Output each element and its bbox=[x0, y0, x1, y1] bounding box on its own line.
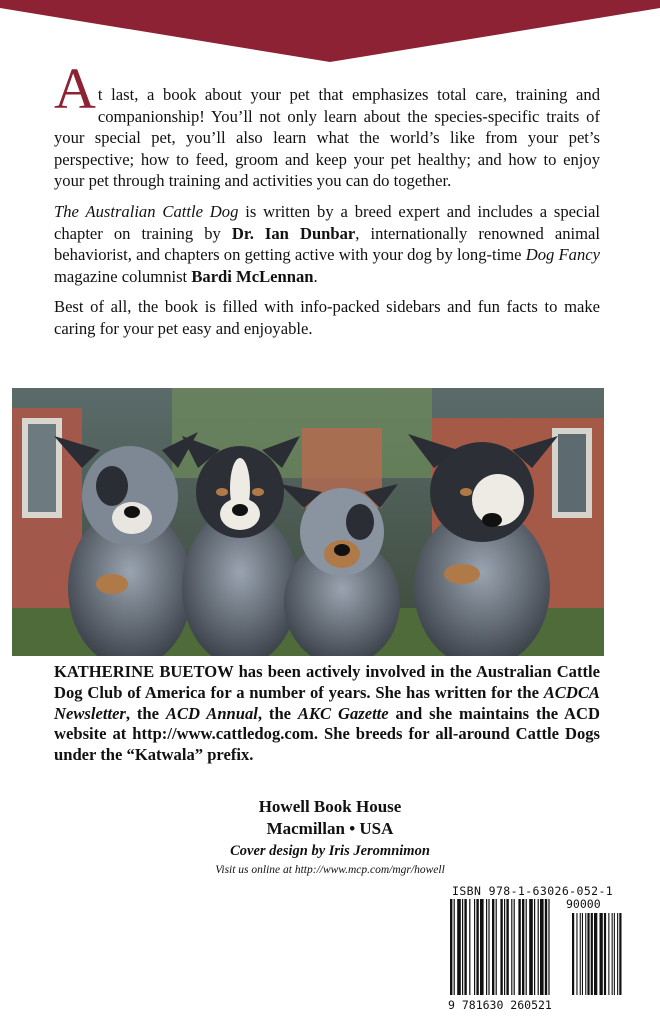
blurb-paragraph-1-text: t last, a book about your pet that emphasizes total care, training and companionship! You’ll not only learn about the species-specific traits of your special pet, you’ll also learn what the world’s like from your pet’s perspective; how to feed, groom and keep your pet healthy; and how to enjoy your pet through training and activities you can do together. bbox=[54, 85, 600, 191]
website-line: Visit us online at http://www.mcp.com/mgr/howell bbox=[215, 864, 445, 876]
barcode-bar bbox=[450, 899, 452, 995]
barcode-bar bbox=[474, 899, 475, 995]
barcode-area bbox=[446, 884, 624, 1014]
addon-bar bbox=[580, 913, 581, 995]
addon-bar bbox=[617, 913, 618, 995]
gazette-title: AKC Gazette bbox=[297, 703, 389, 723]
blurb-paragraph-3: Best of all, the book is filled with info-packed sidebars and fun facts to make caring for your pet easy and enjoyable. bbox=[54, 297, 600, 338]
drop-cap-letter: A bbox=[54, 56, 96, 121]
addon-bar bbox=[604, 913, 606, 995]
barcode-bar bbox=[504, 899, 505, 995]
addon-bar bbox=[572, 913, 574, 995]
barcode-bar bbox=[496, 899, 497, 995]
author-mclennan: Bardi McLennan bbox=[191, 266, 314, 286]
barcode-bar bbox=[511, 899, 512, 995]
barcode-bar bbox=[492, 899, 494, 995]
barcode-bar bbox=[540, 899, 544, 995]
blurb-paragraph-1 bbox=[54, 58, 600, 192]
publisher-imprint: Macmillan • USA bbox=[266, 819, 394, 838]
addon-bar bbox=[576, 913, 577, 995]
barcode-bar bbox=[526, 899, 527, 995]
barcode-bars bbox=[450, 899, 622, 997]
blurb-paragraph-2: The Australian Cattle Dog is written by a breed expert and includes a special chapter on training by Dr. Ian Dunbar, internationally renowned animal behaviorist, and chapters on getting active with your dog by long-time Dog Fancy magazine columnist Bardi McLennan. bbox=[54, 201, 600, 286]
barcode-bar bbox=[534, 899, 535, 995]
author-bio: KATHERINE BUETOW has been actively involved in the Australian Cattle Dog Club of America for a number of years. She has written for the ACDCA Newsletter, the ACD Annual, the AKC Gazette and she maintains the ACD website at http://www.cattledog.com. She breeds for all-around Cattle Dogs under the “Katwala” prefix. bbox=[54, 662, 600, 765]
isbn-label: ISBN 978-1-63026-052-1 bbox=[452, 884, 614, 898]
book-title: The Australian Cattle Dog bbox=[54, 201, 239, 221]
addon-bar bbox=[612, 913, 613, 995]
addon-bar bbox=[591, 913, 593, 995]
addon-bar bbox=[594, 913, 597, 995]
barcode-bar bbox=[486, 899, 487, 995]
barcode-bar bbox=[518, 899, 520, 995]
puppies-photo bbox=[12, 388, 604, 656]
back-cover-blurb bbox=[54, 58, 600, 349]
ean-number: 9 781630 260521 bbox=[448, 998, 552, 1012]
barcode-bar bbox=[548, 899, 549, 995]
author-dunbar: Dr. Ian Dunbar bbox=[231, 223, 356, 243]
cover-design-credit: Cover design by Iris Jeromnimon bbox=[230, 843, 430, 859]
barcode-bar bbox=[522, 899, 524, 995]
barcode-bar bbox=[488, 899, 489, 995]
barcode-bar bbox=[514, 899, 515, 995]
barcode-bar bbox=[500, 899, 502, 995]
annual-title: ACD Annual bbox=[165, 703, 258, 723]
magazine-name: Dog Fancy bbox=[525, 245, 600, 265]
barcode-bar bbox=[462, 899, 463, 995]
addon-bar bbox=[600, 913, 603, 995]
barcode-bar bbox=[476, 899, 478, 995]
barcode-bar bbox=[464, 899, 466, 995]
barcode-bar bbox=[469, 899, 470, 995]
barcode-bar bbox=[454, 899, 455, 995]
addon-bar bbox=[614, 913, 615, 995]
addon-bar bbox=[608, 913, 609, 995]
addon-number: 90000 bbox=[566, 897, 601, 911]
addon-bar bbox=[619, 913, 621, 995]
barcode-bar bbox=[529, 899, 533, 995]
addon-bar bbox=[585, 913, 586, 995]
barcode-bar bbox=[480, 899, 484, 995]
addon-bar bbox=[582, 913, 583, 995]
addon-bar bbox=[587, 913, 589, 995]
barcode-bar bbox=[538, 899, 539, 995]
barcode-bar bbox=[506, 899, 508, 995]
barcode-bar bbox=[457, 899, 461, 995]
barcode-bar bbox=[545, 899, 547, 995]
publisher-name: Howell Book House bbox=[258, 797, 402, 816]
newsletter-title: ACDCA Newsletter bbox=[54, 682, 600, 723]
